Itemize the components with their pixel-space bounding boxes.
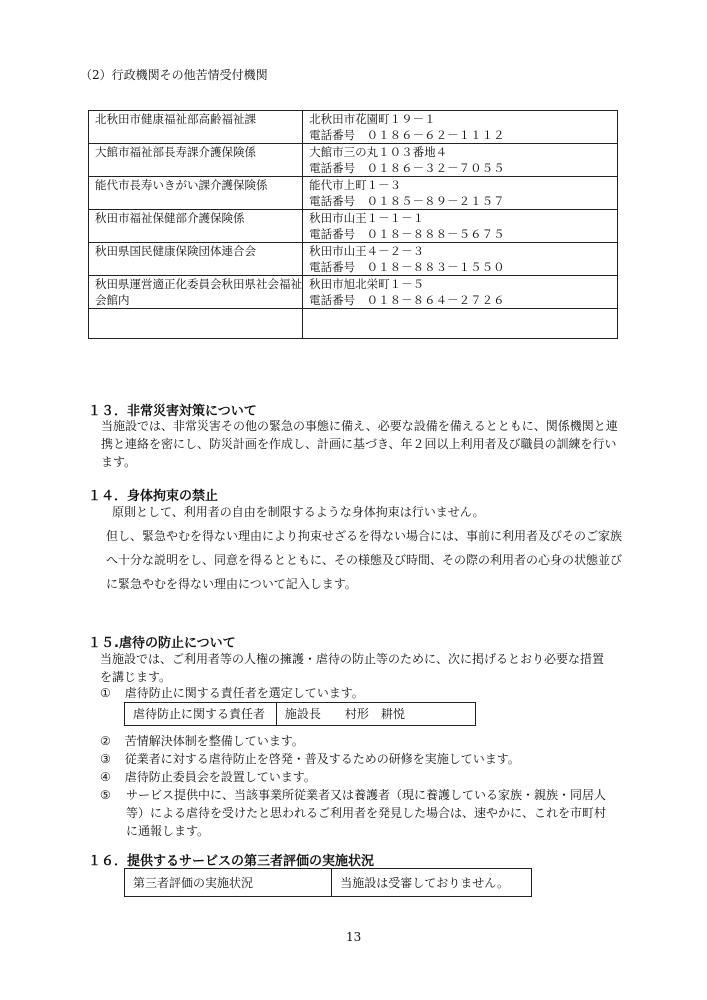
table-row <box>89 177 618 210</box>
officer-label: 虐待防止に関する責任者 <box>125 703 277 726</box>
agency-name: 秋田県国民健康保険団体連合会 <box>89 243 303 276</box>
table-row <box>125 869 532 897</box>
section-15-intro <box>100 650 645 686</box>
table-row <box>89 276 618 309</box>
abuse-prevention-officer-table <box>124 702 476 726</box>
item-text: 虐待防止委員会を設置しています。 <box>124 770 316 784</box>
section-13-body <box>101 417 641 471</box>
paragraph-line: 但し、緊急やむを得ない理由により拘束せざるを得ない場合には、事前に利用者及びそのご家族 <box>106 529 623 543</box>
agency-contact <box>303 210 618 243</box>
paragraph-line: サービス提供中に、当該事業所従業者又は養護者（現に養護している家族・親族・同居人 <box>126 788 607 802</box>
table-row <box>89 243 618 276</box>
section-14-body <box>106 500 646 596</box>
page-number: 13 <box>346 930 362 944</box>
agency-name: 北秋田市健康福祉部高齢福祉課 <box>89 111 303 144</box>
paragraph-line: へ十分な説明をし、同意を得るとともに、その様態及び時間、その際の利用者の心身の状態並び <box>106 553 623 567</box>
agency-address: 秋田市旭北栄町１－５ <box>309 277 425 291</box>
agency-contact <box>303 243 618 276</box>
item-text: 虐待防止に関する責任者を選定しています。 <box>124 686 364 700</box>
subsection-title: （2）行政機関その他苦情受付機関 <box>80 68 268 82</box>
complaint-agencies-table <box>88 110 618 339</box>
agency-address: 大館市三の丸１０３番地４ <box>309 145 448 159</box>
agency-phone: 電話番号 ０１８－８６４－２７２６ <box>309 293 505 307</box>
numbered-list <box>100 732 645 786</box>
agency-name: 秋田市福祉保健部介護保険係 <box>89 210 303 243</box>
table-row <box>89 210 618 243</box>
table-row <box>125 703 476 726</box>
item-text: 苦情解決体制を整備しています。 <box>124 734 304 748</box>
paragraph-line: 原則として、利用者の自由を制限するような身体拘束は行いません。 <box>112 505 485 519</box>
third-party-evaluation-table <box>124 868 532 897</box>
officer-value: 施設長 村形 耕悦 <box>276 703 475 726</box>
agency-contact <box>303 144 618 177</box>
numbered-item <box>100 684 364 702</box>
paragraph-line: を講じます。 <box>100 670 172 684</box>
paragraph-line: 等）による虐待を受けたと思われるご利用者を発見した場合は、速やかに、これを市町村 <box>126 806 607 820</box>
agency-address: 能代市上町１－３ <box>309 178 402 192</box>
section-15-heading: １５.虐待の防止について <box>88 636 236 651</box>
numbered-item <box>100 750 645 768</box>
agency-contact <box>303 276 618 309</box>
item-number: ④ <box>100 770 111 784</box>
numbered-item <box>100 768 645 786</box>
agency-address: 北秋田市花園町１９－１ <box>309 112 436 126</box>
agency-name: 能代市長寿いきがい課介護保険係 <box>89 177 303 210</box>
paragraph-line: に緊急やむを得ない理由について記入します。 <box>106 577 357 591</box>
table-row <box>89 309 618 339</box>
agency-phone: 電話番号 ０１８６－６２－１１１２ <box>309 128 505 142</box>
item-number: ③ <box>100 752 111 766</box>
agency-address: 秋田市山王４－２－３ <box>309 244 425 258</box>
evaluation-label: 第三者評価の実施状況 <box>125 869 332 897</box>
agency-phone: 電話番号 ０１８－８８８－５６７５ <box>309 227 505 241</box>
agency-contact <box>303 177 618 210</box>
agency-address: 秋田市山王１－１－１ <box>309 211 425 225</box>
numbered-item <box>100 732 645 750</box>
table-row <box>89 111 618 144</box>
item-number: ⑤ <box>100 788 111 802</box>
agency-name: 秋田県運営適正化委員会秋田県社会福祉会館内 <box>89 276 303 309</box>
paragraph-line: ます。 <box>101 455 137 469</box>
section-16-heading: １６．提供するサービスの第三者評価の実施状況 <box>88 854 375 869</box>
section-14-heading: １４．身体拘束の禁止 <box>88 489 219 504</box>
item-number: ① <box>100 686 111 700</box>
section-13-heading: １３．非常災害対策について <box>88 404 257 419</box>
numbered-item-5 <box>126 786 651 840</box>
agency-name: 大館市福祉部長寿課介護保険係 <box>89 144 303 177</box>
item-text: 従業者に対する虐待防止を啓発・普及するための研修を実施しています。 <box>124 752 520 766</box>
agency-phone: 電話番号 ０１８－８８３－１５５０ <box>309 260 505 274</box>
evaluation-value: 当施設は受審しておりません。 <box>332 869 532 897</box>
paragraph-line: 当施設では、非常災害その他の緊急の事態に備え、必要な設備を備えるとともに、関係機関と連 <box>101 419 618 433</box>
agency-contact <box>303 111 618 144</box>
paragraph-line: 当施設では、ご利用者等の人権の擁護・虐待の防止等のために、次に掲げるとおり必要な措置 <box>100 652 605 666</box>
agency-name <box>89 309 303 339</box>
agency-contact <box>303 309 618 339</box>
agency-phone: 電話番号 ０１８６－３２－７０５５ <box>309 161 505 175</box>
paragraph-line: に通報します。 <box>126 824 210 838</box>
paragraph-line: 携と連絡を密にし、防災計画を作成し、計画に基づき、年２回以上利用者及び職員の訓練を行い <box>101 437 617 451</box>
table-row <box>89 144 618 177</box>
item-number: ② <box>100 734 111 748</box>
agency-phone: 電話番号 ０１８５－８９－２１５７ <box>309 194 505 208</box>
